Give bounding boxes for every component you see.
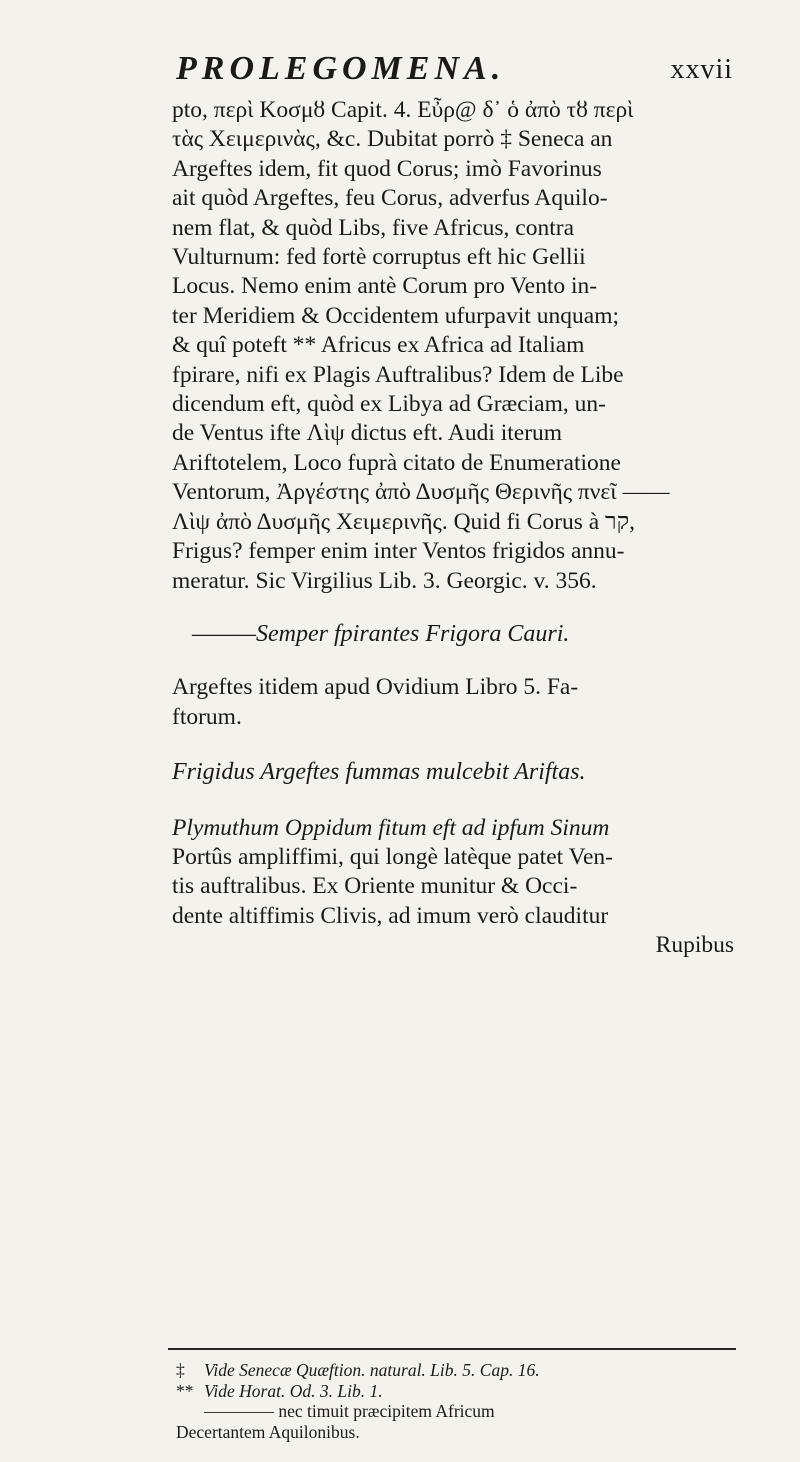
footnote-text: ———— nec timuit præcipitem Africum xyxy=(204,1401,495,1421)
text-line: ter Meridiem & Occidentem ufurpavit unquam; xyxy=(172,302,620,329)
text-line: Portûs ampliffimi, qui longè latèque patet Ven- xyxy=(172,843,613,870)
verse-quotation: Frigidus Argeftes fummas mulcebit Ariftas. xyxy=(172,759,586,786)
footnote-mark: ** xyxy=(176,1380,194,1401)
text-line: dicendum eft, quòd ex Libya ad Græciam, un- xyxy=(172,391,606,418)
text-line: & quî poteft ** Africus ex Africa ad Italiam xyxy=(172,332,585,359)
footnote xyxy=(176,1401,736,1422)
text-line: tis auftralibus. Ex Oriente munitur & Occi- xyxy=(172,873,578,900)
text-line: fpirare, nifi ex Plagis Auftralibus? Idem de Libe xyxy=(172,361,624,388)
footnote xyxy=(176,1360,736,1381)
text-line: de Ventus ifte Λὶψ dictus eft. Audi iterum xyxy=(172,420,563,447)
main-text xyxy=(172,96,734,961)
text-line: Vulturnum: fed fortè corruptus eft hic Gellii xyxy=(172,244,586,271)
running-title: PROLEGOMENA. xyxy=(176,50,506,87)
catchword: Rupibus xyxy=(655,932,734,959)
footnote-text: Vide Senecæ Quæftion. natural. Lib. 5. Cap. 16. xyxy=(204,1360,540,1380)
text-line: meratur. Sic Virgilius Lib. 3. Georgic. v. 356. xyxy=(172,567,597,594)
text-line: ait quòd Argeftes, feu Corus, adverfus Aquilo- xyxy=(172,185,608,212)
footnote-text: Decertantem Aquilonibus. xyxy=(176,1421,360,1442)
page-number: xxvii xyxy=(670,54,733,85)
text-line: τὰς Χειμερινὰς, &c. Dubitat porrò ‡ Seneca an xyxy=(172,126,613,153)
footnote xyxy=(176,1381,736,1402)
text-line: Locus. Nemo enim antè Corum pro Vento in- xyxy=(172,273,598,300)
text-line: Frigus? femper enim inter Ventos frigidos annu- xyxy=(172,538,625,565)
text-line: Argeftes itidem apud Ovidium Libro 5. Fa- xyxy=(172,674,579,701)
text-line: dente altiffimis Clivis, ad imum verò clauditur xyxy=(172,902,609,929)
paragraph-1 xyxy=(172,96,734,596)
text-line: Argeftes idem, fit quod Corus; imò Favorinus xyxy=(172,155,602,182)
paragraph-3 xyxy=(172,814,734,961)
verse-quotation: ———Semper fpirantes Frigora Cauri. xyxy=(192,620,570,647)
paragraph-2 xyxy=(172,673,734,732)
text-line: Λὶψ ἀπὸ Δυσμῆς Χειμερινῆς. Quid fi Corus à קר, xyxy=(172,508,636,535)
text-line: pto, περὶ Κοσμȣ Capit. 4. Εὖρ@ δ᾽ ὁ ἀπὸ τȣ περὶ xyxy=(172,97,634,123)
text-line: ftorum. xyxy=(172,703,242,730)
page-header xyxy=(168,50,733,94)
footnote-rule xyxy=(168,1348,736,1353)
footnote xyxy=(176,1422,736,1443)
text-line: Ventorum, Ἀργέστης ἀπὸ Δυσμῆς Θερινῆς πνεῖ —— xyxy=(172,479,670,506)
text-line: nem flat, & quòd Libs, five Africus, contra xyxy=(172,214,575,241)
footnote-text: Vide Horat. Od. 3. Lib. 1. xyxy=(204,1380,383,1401)
text-line: Plymuthum Oppidum fitum eft ad ipfum Sinum xyxy=(172,814,610,841)
footnotes xyxy=(176,1360,736,1442)
footnote-mark: ‡ xyxy=(176,1360,185,1380)
text-line: Ariftotelem, Loco fuprà citato de Enumeratione xyxy=(172,449,621,476)
